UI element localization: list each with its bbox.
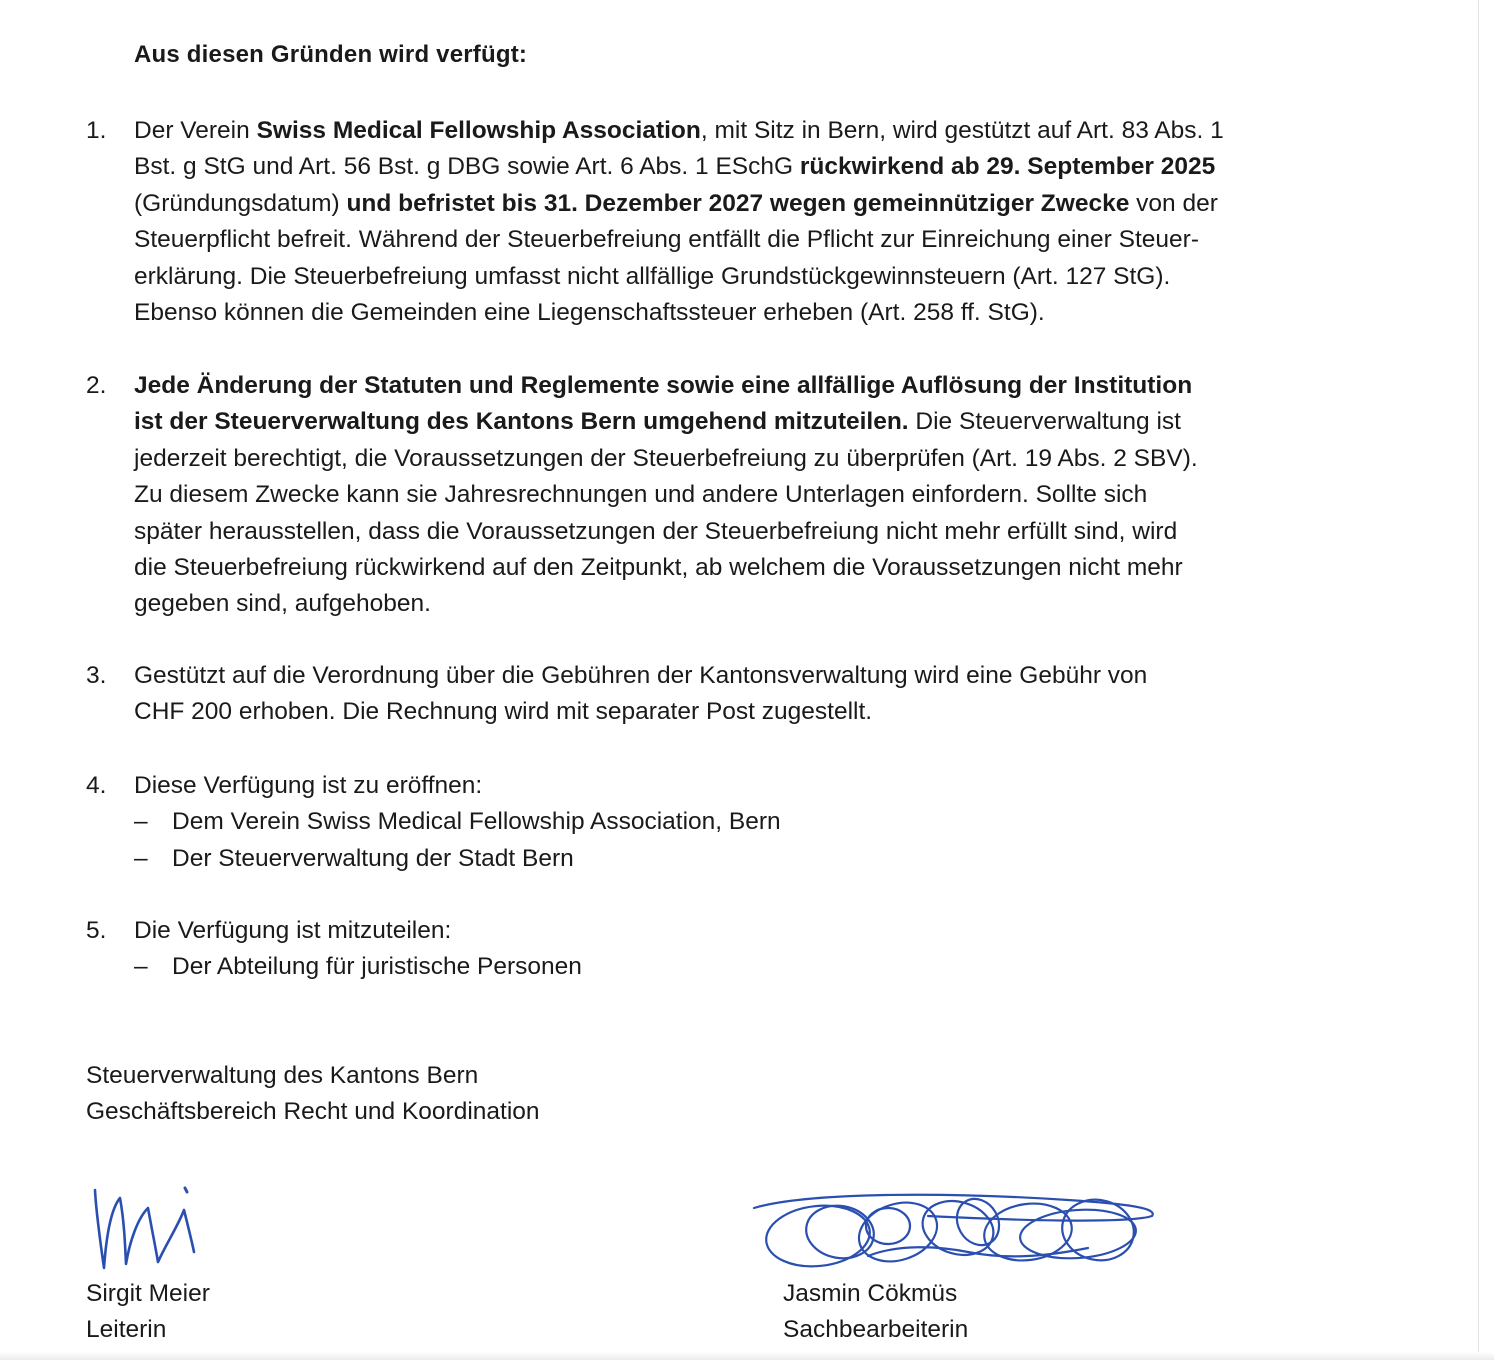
text-run: , mit Sitz in Bern, wird gestützt auf Art. 83 Abs. 1 bbox=[700, 117, 1224, 144]
item-number: 3. bbox=[86, 662, 107, 689]
text-run: Die Steuerverwaltung ist bbox=[908, 408, 1181, 436]
signatory-role: Leiterin bbox=[86, 1316, 167, 1344]
item-line bbox=[134, 113, 1416, 149]
text-run: Der Verein bbox=[134, 117, 257, 144]
authority-name: Steuerverwaltung des Kantons Bern bbox=[86, 1062, 479, 1089]
item-number: 5. bbox=[86, 917, 107, 944]
page-bottom-shadow bbox=[0, 1352, 1494, 1360]
item-line bbox=[134, 514, 1416, 550]
emphasized-text: rückwirkend ab 29. September 2025 bbox=[799, 153, 1216, 181]
item-body bbox=[134, 768, 1416, 877]
emphasized-text: Swiss Medical Fellowship Association bbox=[256, 117, 701, 144]
recipient-list-item bbox=[134, 949, 1416, 985]
text-run: gegeben sind, aufgehoben. bbox=[134, 590, 431, 618]
signatory-name: Jasmin Cökmüs bbox=[783, 1280, 958, 1307]
emphasized-text: Jede Änderung der Statuten und Reglemente sowie eine allfällige Auflösung der Institution bbox=[134, 372, 1193, 399]
text-run: erklärung. Die Steuerbefreiung umfasst nicht allfällige Grundstückgewinnsteuern (Art. 127 StG). bbox=[134, 262, 1171, 290]
text-run: (Gründungsdatum) bbox=[134, 189, 347, 217]
item-line bbox=[134, 586, 1416, 622]
item-body bbox=[134, 913, 1416, 986]
item-body bbox=[134, 368, 1416, 623]
decision-item-3 bbox=[86, 658, 1416, 731]
text-run: CHF 200 erhoben. Die Rechnung wird mit separater Post zugestellt. bbox=[134, 698, 873, 726]
text-run: Ebenso können die Gemeinden eine Liegenschaftssteuer erheben (Art. 258 ff. StG). bbox=[134, 299, 1045, 327]
text-run: später herausstellen, dass die Voraussetzungen der Steuerbefreiung nicht mehr erfüllt sind, wird bbox=[134, 517, 1178, 545]
emphasized-text: und befristet bis 31. Dezember 2027 wegen gemeinnütziger Zwecke bbox=[346, 189, 1130, 217]
recipient-text: Der Steuerverwaltung der Stadt Bern bbox=[172, 844, 574, 872]
issuing-authority bbox=[86, 1058, 540, 1131]
recipient-text: Dem Verein Swiss Medical Fellowship Association, Bern bbox=[172, 808, 781, 836]
signatory-meier bbox=[86, 1276, 210, 1349]
signature-meier-image bbox=[86, 1180, 216, 1275]
text-run: Diese Verfügung ist zu eröffnen: bbox=[134, 772, 483, 799]
item-line bbox=[134, 913, 1416, 949]
dash-bullet: – bbox=[134, 953, 148, 981]
decision-heading: Aus diesen Gründen wird verfügt: bbox=[134, 41, 528, 68]
item-line bbox=[134, 222, 1416, 258]
dash-bullet: – bbox=[134, 844, 148, 872]
signature-coekmues-image bbox=[748, 1186, 1160, 1276]
item-line bbox=[134, 368, 1416, 404]
item-line bbox=[134, 186, 1416, 222]
decision-item-2 bbox=[86, 368, 1416, 623]
item-line bbox=[134, 768, 1416, 804]
text-run: Bst. g StG und Art. 56 Bst. g DBG sowie Art. 6 Abs. 1 ESchG bbox=[134, 153, 800, 181]
item-body bbox=[134, 658, 1416, 731]
decision-item-4 bbox=[86, 768, 1416, 877]
item-number: 2. bbox=[86, 372, 107, 399]
item-line bbox=[134, 259, 1416, 295]
signatory-name: Sirgit Meier bbox=[86, 1280, 210, 1307]
item-number: 1. bbox=[86, 117, 107, 144]
text-run: jederzeit berechtigt, die Voraussetzungen der Steuerbefreiung zu überprüfen (Art. 19 Abs. 2 SBV). bbox=[134, 444, 1198, 472]
decision-item-5 bbox=[86, 913, 1416, 986]
signatory-role: Sachbearbeiterin bbox=[783, 1316, 969, 1344]
text-run: Gestützt auf die Verordnung über die Gebühren der Kantonsverwaltung wird eine Gebühr von bbox=[134, 662, 1148, 689]
dash-bullet: – bbox=[134, 808, 148, 836]
recipient-list-item bbox=[134, 841, 1416, 877]
signatory-coekmues bbox=[783, 1276, 968, 1349]
item-line bbox=[134, 149, 1416, 185]
authority-department: Geschäftsbereich Recht und Koordination bbox=[86, 1098, 540, 1126]
recipient-text: Der Abteilung für juristische Personen bbox=[172, 953, 582, 981]
item-line bbox=[134, 441, 1416, 477]
item-line bbox=[134, 694, 1416, 730]
decision-item-1 bbox=[86, 113, 1416, 331]
item-number: 4. bbox=[86, 772, 107, 799]
text-run: die Steuerbefreiung rückwirkend auf den Zeitpunkt, ab welchem die Voraussetzungen nicht mehr bbox=[134, 554, 1183, 582]
item-line bbox=[134, 477, 1416, 513]
text-run: Steuerpflicht befreit. Während der Steuerbefreiung entfällt die Pflicht zur Einreichung einer Steuer- bbox=[134, 226, 1199, 254]
emphasized-text: ist der Steuerverwaltung des Kantons Bern umgehend mitzuteilen. bbox=[134, 408, 909, 436]
item-line bbox=[134, 658, 1416, 694]
item-body bbox=[134, 113, 1416, 331]
text-run: Die Verfügung ist mitzuteilen: bbox=[134, 917, 452, 944]
item-line bbox=[134, 550, 1416, 586]
text-run: Zu diesem Zwecke kann sie Jahresrechnungen und andere Unterlagen einfordern. Sollte sich bbox=[134, 481, 1148, 509]
recipient-list-item bbox=[134, 804, 1416, 840]
item-line bbox=[134, 404, 1416, 440]
text-run: von der bbox=[1129, 189, 1218, 217]
item-line bbox=[134, 295, 1416, 331]
